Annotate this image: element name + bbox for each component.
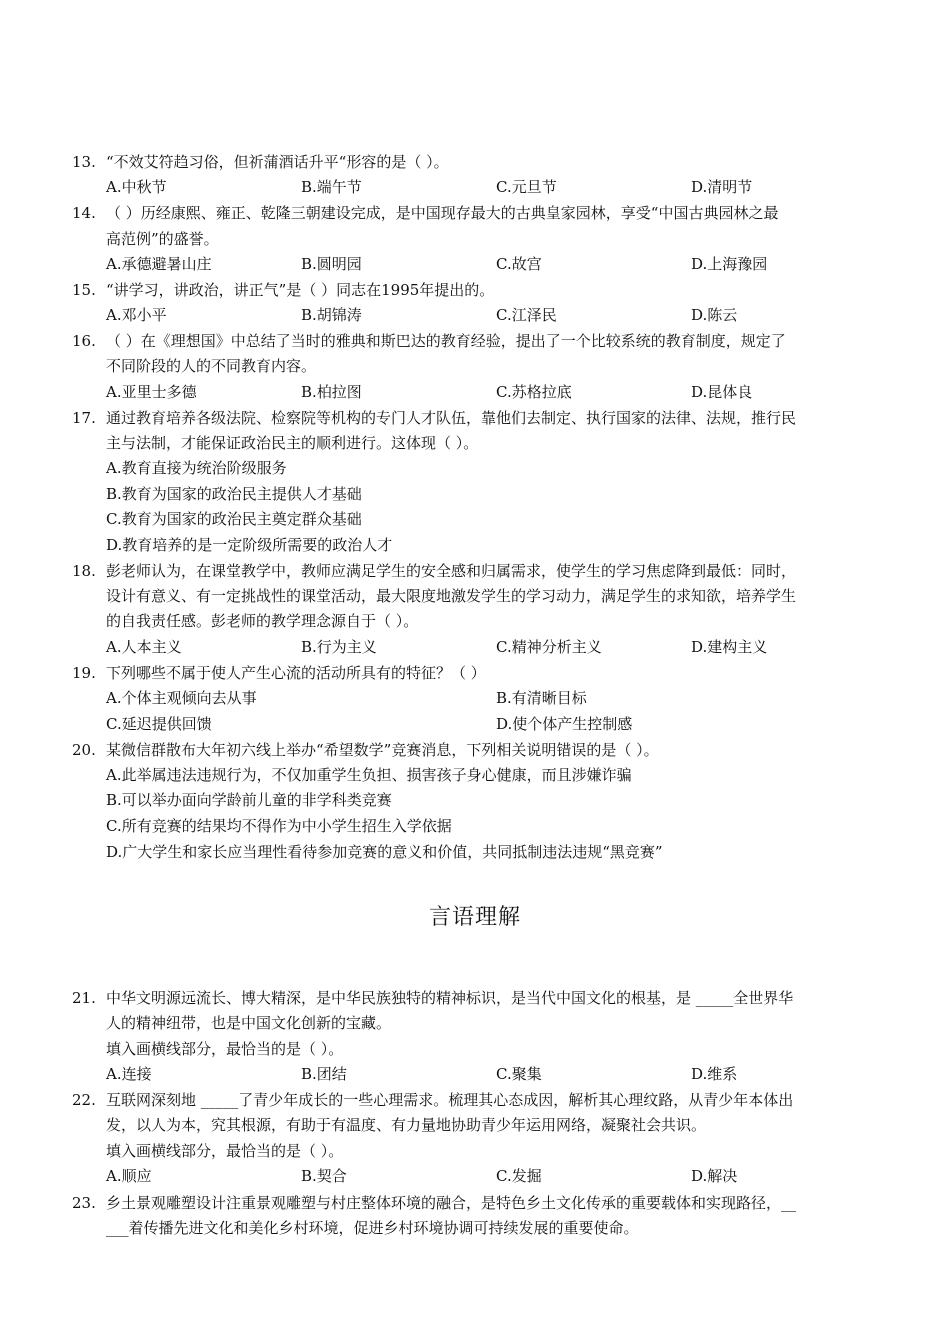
option-c: C.发掘 (496, 1167, 542, 1185)
option-a: A.人本主义 (106, 638, 182, 656)
question-stem: 填入画横线部分，最恰当的是（ ）。 (106, 1142, 344, 1160)
question-number: 13. (72, 153, 96, 171)
option-d: D.清明节 (691, 178, 753, 196)
question-stem: （ ）历经康熙、雍正、乾隆三朝建设完成，是中国现存最大的古典皇家园林，享受“中国古典园林之最 (106, 204, 779, 222)
option-c: C.苏格拉底 (496, 383, 572, 401)
question-stem: 主与法制，才能保证政治民主的顺利进行。这体现（ ）。 (106, 434, 479, 452)
question-stem: （ ）在《理想国》中总结了当时的雅典和斯巴达的教育经验，提出了一个比较系统的教育制度，规定了 (106, 332, 786, 350)
question-number: 18. (72, 562, 96, 580)
option-c: C.延迟提供回馈 (106, 715, 212, 733)
question-number: 14. (72, 204, 96, 222)
option-b: B.团结 (301, 1065, 347, 1083)
question-number: 21. (72, 989, 96, 1007)
option-d: D.使个体产生控制感 (496, 715, 633, 733)
question-stem: 某微信群散布大年初六线上举办“希望数学”竞赛消息，下列相关说明错误的是（ ）。 (106, 741, 659, 759)
option-c: C.故宫 (496, 255, 542, 273)
question-stem: 设计有意义、有一定挑战性的课堂活动，最大限度地激发学生的学习动力，满足学生的求知欲，培养学生 (106, 587, 797, 605)
question-stem: 不同阶段的人的不同教育内容。 (106, 357, 317, 375)
option-d: D.解决 (691, 1167, 738, 1185)
question-stem: 中华文明源远流长、博大精深，是中华民族独特的精神标识，是当代中国文化的根基，是 _____全世界华 (106, 989, 794, 1007)
question-stem: 彭老师认为，在课堂教学中，教师应满足学生的安全感和归属需求，使学生的学习焦虑降到最低：同时， (106, 562, 797, 580)
option-a: A.个体主观倾向去从事 (106, 689, 257, 707)
option-b: B.行为主义 (301, 638, 377, 656)
option-b: B.柏拉图 (301, 383, 362, 401)
option-b: B.端午节 (301, 178, 362, 196)
option-a: A.承德避暑山庄 (106, 255, 212, 273)
question-number: 22. (72, 1091, 96, 1109)
option-d: D.上海豫园 (691, 255, 768, 273)
option-a: A.中秋节 (106, 178, 167, 196)
option-d: D.陈云 (691, 306, 738, 324)
option-b: B.有清晰目标 (496, 689, 587, 707)
option-b: B.胡锦涛 (301, 306, 362, 324)
option-a: A.亚里士多德 (106, 383, 197, 401)
option-b: B.圆明园 (301, 255, 362, 273)
question-stem: 发，以人为本，究其根源，有助于有温度、有力量地协助青少年运用网络，凝聚社会共识。 (106, 1116, 707, 1134)
question-stem: 互联网深刻地 _____了青少年成长的一些心理需求。梳理其心态成因，解析其心理纹路，从青少年本体出 (106, 1091, 794, 1109)
question-stem: “讲学习，讲政治，讲正气”是（ ）同志在1995年提出的。 (106, 281, 495, 299)
option-d: D.广大学生和家长应当理性看待参加竞赛的意义和价值，共同抵制违法违规“黑竞赛” (106, 843, 663, 861)
option-c: C.所有竞赛的结果均不得作为中小学生招生入学依据 (106, 817, 452, 835)
option-d: D.建构主义 (691, 638, 768, 656)
option-a: A.顺应 (106, 1167, 152, 1185)
option-d: D.昆体良 (691, 383, 753, 401)
question-number: 23. (72, 1194, 96, 1212)
question-stem: 填入画横线部分，最恰当的是（ ）。 (106, 1040, 344, 1058)
question-number: 20. (72, 741, 96, 759)
option-b: B.教育为国家的政治民主提供人才基础 (106, 485, 362, 503)
option-a: A.此举属违法违规行为，不仅加重学生负担、损害孩子身心健康，而且涉嫌诈骗 (106, 766, 632, 784)
option-c: C.教育为国家的政治民主奠定群众基础 (106, 510, 362, 528)
question-stem: ___着传播先进文化和美化乡村环境，促进乡村环境协调可持续发展的重要使命。 (106, 1219, 639, 1237)
option-d: D.教育培养的是一定阶级所需要的政治人才 (106, 536, 393, 554)
option-c: C.聚集 (496, 1065, 542, 1083)
option-a: A.连接 (106, 1065, 152, 1083)
question-number: 17. (72, 409, 96, 427)
question-stem: 的自我责任感。彭老师的教学理念源自于（ ）。 (106, 612, 419, 630)
question-stem: 高范例”的盛誉。 (106, 230, 219, 248)
option-b: B.可以举办面向学龄前儿童的非学科类竞赛 (106, 791, 392, 809)
question-stem: 通过教育培养各级法院、检察院等机构的专门人才队伍，靠他们去制定、执行国家的法律、法规，推行民 (106, 409, 797, 427)
option-a: A.邓小平 (106, 306, 167, 324)
question-stem: “不效艾符趋习俗，但祈蒲酒话升平“形容的是（ ）。 (106, 153, 449, 171)
question-number: 16. (72, 332, 96, 350)
question-stem: 下列哪些不属于使人产生心流的活动所具有的特征？（ ） (106, 664, 486, 682)
option-c: C.江泽民 (496, 306, 557, 324)
question-stem: 人的精神纽带，也是中国文化创新的宝藏。 (106, 1014, 392, 1032)
option-b: B.契合 (301, 1167, 347, 1185)
question-number: 15. (72, 281, 96, 299)
option-c: C.精神分析主义 (496, 638, 602, 656)
option-a: A.教育直接为统治阶级服务 (106, 459, 287, 477)
section-title: 言语理解 (428, 905, 521, 930)
question-number: 19. (72, 664, 96, 682)
option-c: C.元旦节 (496, 178, 557, 196)
option-d: D.维系 (691, 1065, 738, 1083)
question-stem: 乡土景观雕塑设计注重景观雕塑与村庄整体环境的融合，是特色乡土文化传承的重要载体和实现路径，__ (106, 1194, 797, 1212)
